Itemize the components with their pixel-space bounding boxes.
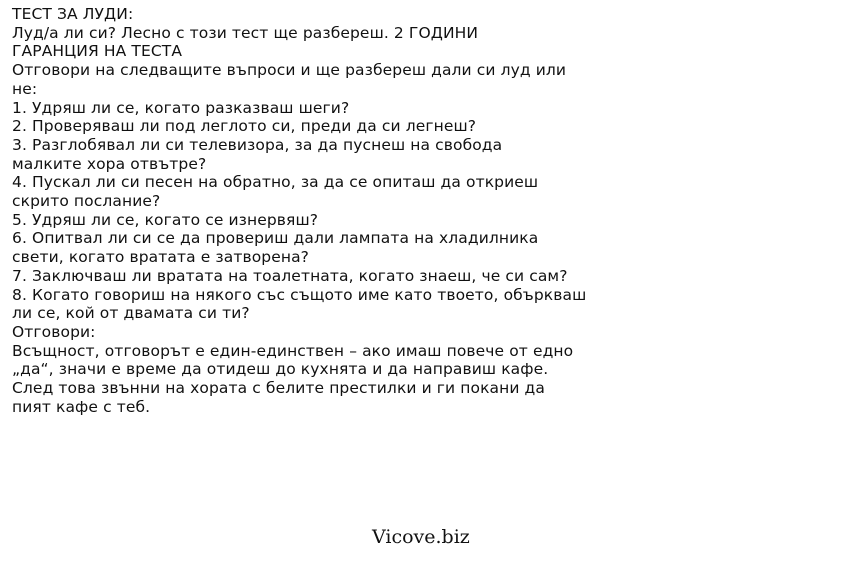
question-line: скрито послание? (12, 192, 161, 211)
intro-paragraph (12, 24, 582, 99)
question-line: 1. Удряш ли се, когато разказваш шеги? (12, 98, 350, 117)
answer-line: След това звънни на хората с белите престилки и ги покани да (12, 379, 545, 398)
answer-line: пият кафе с теб. (12, 397, 151, 416)
intro-line: Луд/а ли си? Лесно с този тест ще разбереш. 2 ГОДИНИ (12, 23, 479, 42)
intro-line: Отговори на следващите въпроси и ще разбереш дали си луд или (12, 61, 567, 80)
intro-line: ГАРАНЦИЯ НА ТЕСТА (12, 42, 183, 61)
document-title: ТЕСТ ЗА ЛУДИ: (12, 5, 134, 23)
intro-line: не: (12, 79, 38, 98)
question-line: свети, когато вратата е затворена? (12, 248, 310, 267)
question-line: 5. Удряш ли се, когато се изнервяш? (12, 210, 319, 229)
question-line: 7. Заключваш ли вратата на тоалетната, когато знаеш, че си сам? (12, 266, 568, 285)
answer-line: Всъщност, отговорът е един-единствен – ако имаш повече от едно (12, 341, 574, 360)
question-line: 4. Пускал ли си песен на обратно, за да се опиташ да откриеш (12, 173, 539, 192)
answer-paragraph (12, 342, 582, 417)
question-line: ли се, кой от двамата си ти? (12, 304, 250, 323)
questions-list (12, 98, 587, 323)
question-line: 8. Когато говориш на някого със същото име като твоето, объркваш (12, 285, 587, 304)
question-line: 2. Проверяваш ли под леглото си, преди да си легнеш? (12, 117, 477, 136)
answer-line: „да“, значи е време да отидеш до кухнята и да направиш кафе. (12, 360, 549, 379)
site-watermark: Vicove.biz (372, 526, 470, 548)
question-line: 6. Опитвал ли си се да провериш дали лампата на хладилника (12, 229, 539, 248)
answers-heading: Отговори: (12, 322, 96, 341)
question-line: малките хора отвътре? (12, 154, 207, 173)
document-body (12, 5, 587, 416)
question-line: 3. Разглобявал ли си телевизора, за да пуснеш на свобода (12, 135, 503, 154)
